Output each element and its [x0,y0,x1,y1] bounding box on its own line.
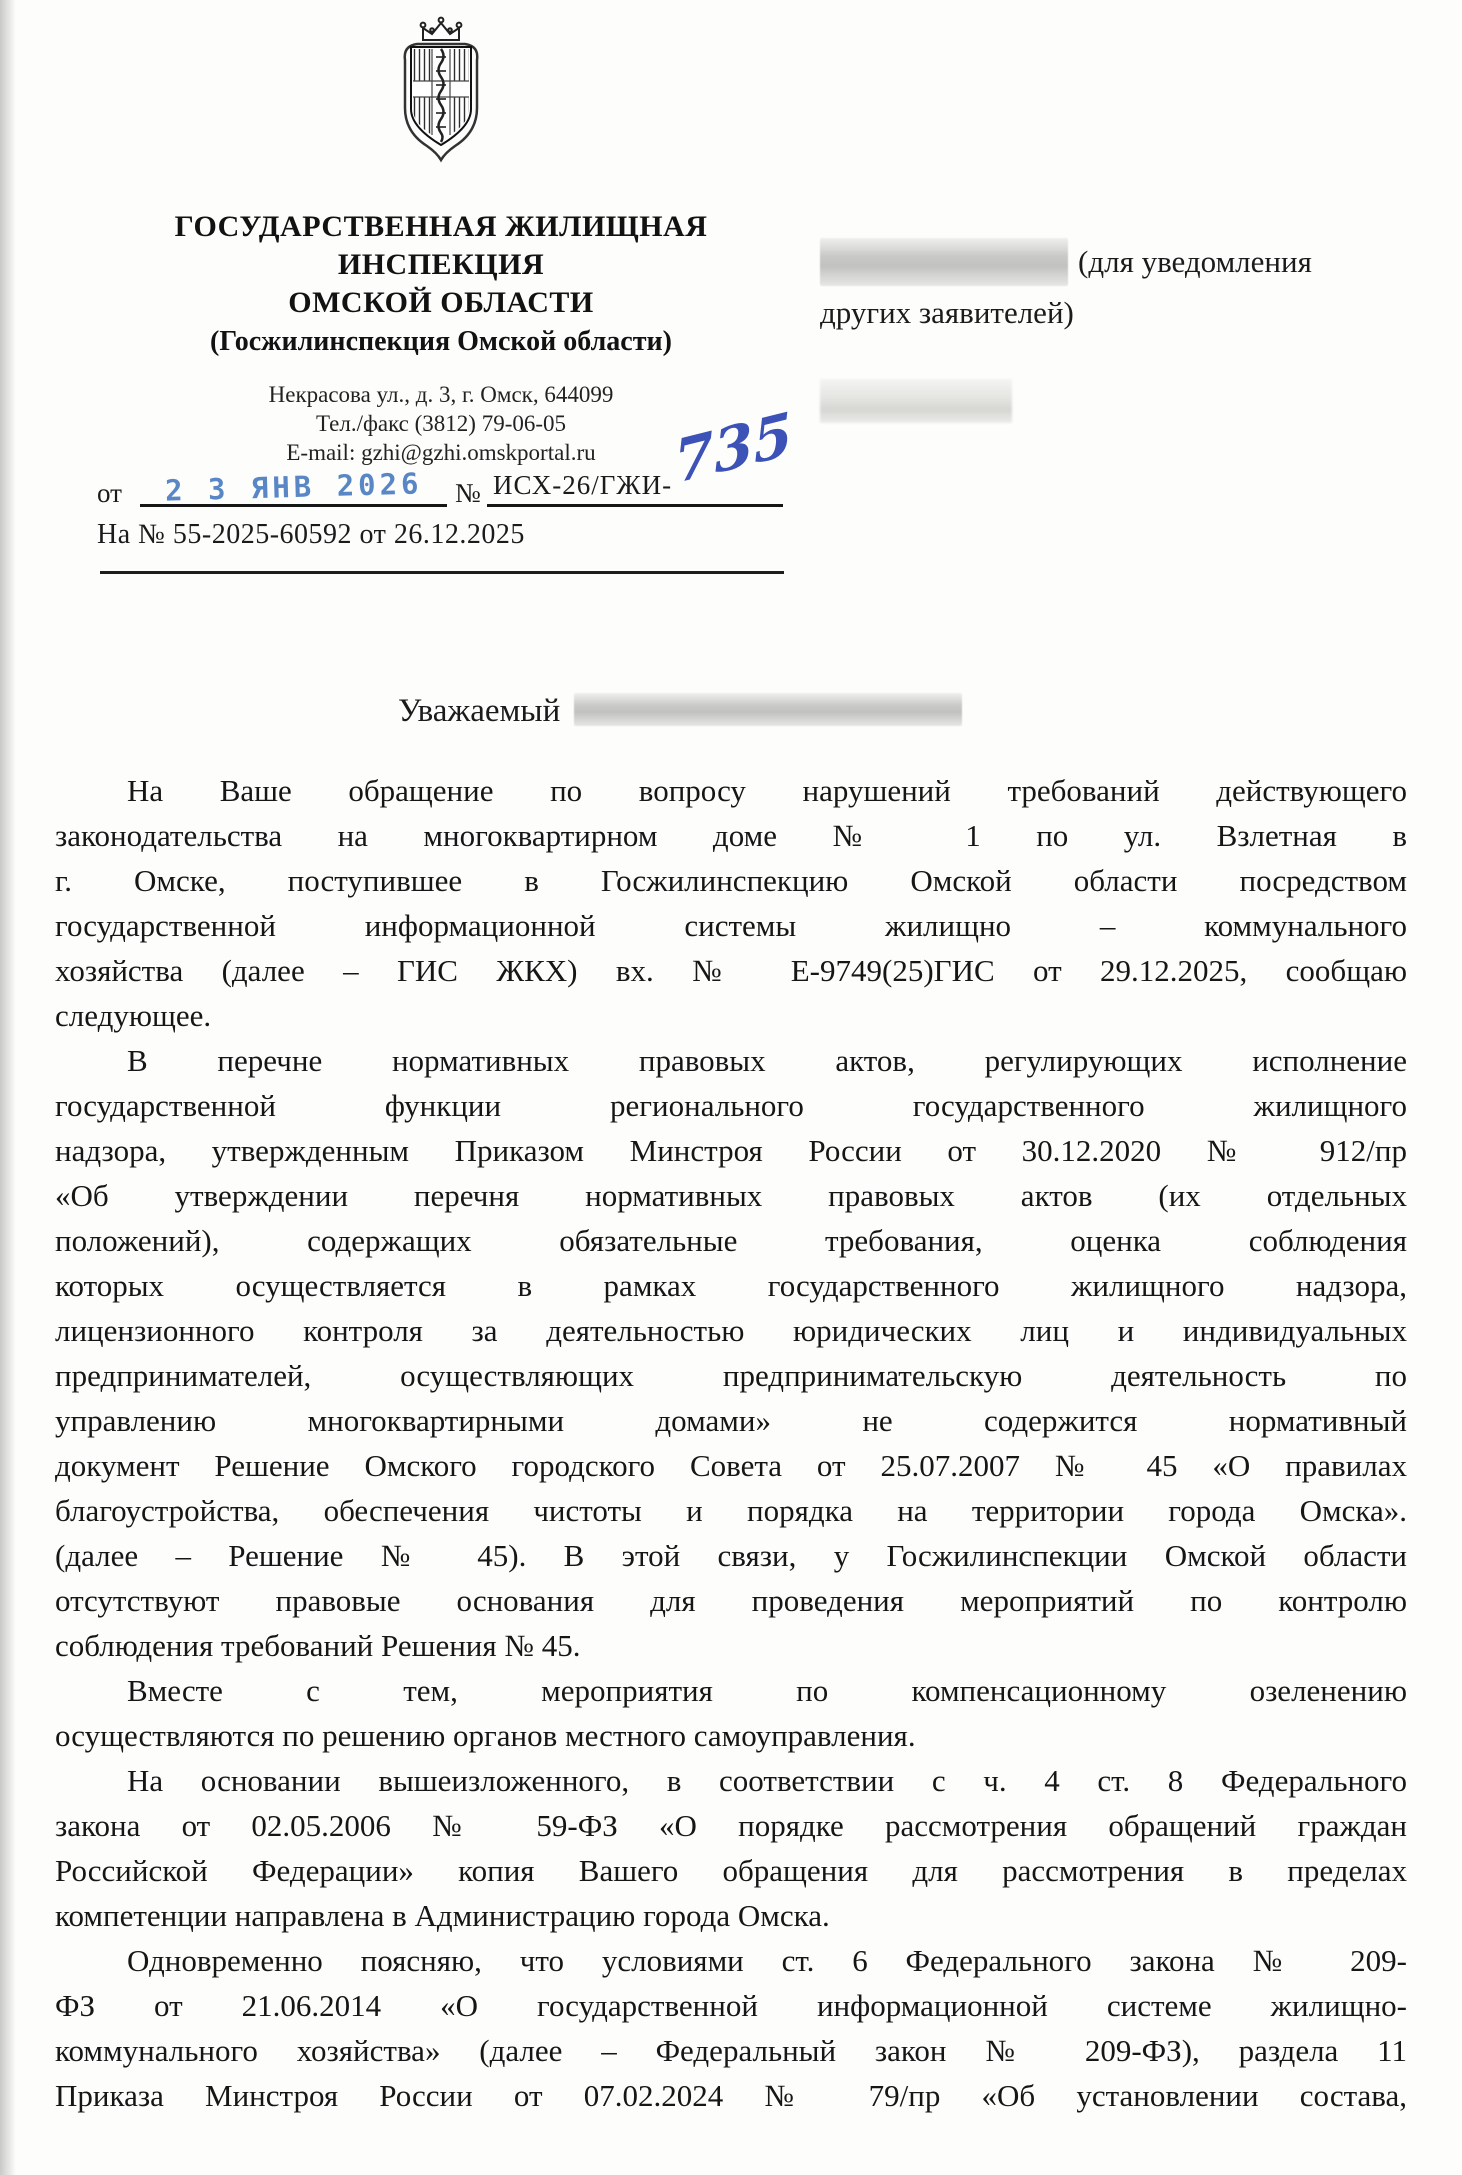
org-name-line-3: ОМСКОЙ ОБЛАСТИ [288,286,594,319]
outgoing-number: ИСХ-26/ГЖИ- [493,470,673,500]
date-underline [140,466,447,508]
body-line: осуществляются по решению органов местного самоуправления. [55,1718,916,1753]
body-line: Одновременно поясняю, что условиями ст. 6 Федерального закона № 209- [127,1943,1407,1978]
body-paragraph [55,1038,1407,1668]
address-line: Некрасова ул., д. 3, г. Омск, 644099 [268,382,614,407]
email-line: E-mail: gzhi@gzhi.omskportal.ru [286,440,596,465]
letterhead [95,6,795,574]
body-line: хозяйства (далее – ГИС ЖКХ) вх. № Е-9749(25)ГИС от 29.12.2025, сообщаю [55,953,1407,988]
salutation-row [398,688,962,730]
body-line: На Ваше обращение по вопросу нарушений требований действующего [127,773,1407,808]
body-paragraph [55,1938,1407,2118]
body-line: В перечне нормативных правовых актов, регулирующих исполнение [127,1043,1407,1078]
body-line: государственной функции регионального государственного жилищного [55,1088,1407,1123]
body-line: законодательства на многоквартирном доме № 1 по ул. Взлетная в [55,818,1407,853]
body-paragraph [55,768,1407,1038]
addressee-note-line-2: других заявителей) [820,295,1074,330]
incoming-reference-line: На № 55-2025-60592 от 26.12.2025 [97,519,525,550]
addressee-address-redaction-bar [820,379,1012,423]
body-line: г. Омске, поступившее в Госжилинспекцию Омской области посредством [55,863,1407,898]
body-line: следующее. [55,998,212,1033]
body-line: благоустройства, обеспечения чистоты и порядка на территории города Омска». [55,1493,1407,1528]
body-line: На основании вышеизложенного, в соответствии с ч. 4 ст. 8 Федерального [127,1763,1407,1798]
body-paragraph [55,1758,1407,1938]
date-label: от [97,478,122,508]
letterhead-divider [100,571,784,574]
phone-line: Тел./факс (3812) 79-06-05 [315,411,567,436]
salutation-name-redaction-bar [574,693,962,726]
body-line: соблюдения требований Решения № 45. [55,1628,581,1663]
letter-body [55,768,1407,2118]
body-line: управлению многоквартирными домами» не содержится нормативный [55,1403,1407,1438]
body-line: отсутствуют правовые основания для проведения мероприятий по контролю [55,1583,1407,1618]
body-line: Вместе с тем, мероприятия по компенсационному озеленению [127,1673,1407,1708]
addressee-block [820,238,1420,423]
addressee-name-redaction-bar [820,238,1068,286]
body-line: коммунального хозяйства» (далее – Федеральный закон № 209-ФЗ), раздела 11 [55,2033,1407,2068]
body-line: предпринимателей, осуществляющих предпринимательскую деятельность по [55,1358,1407,1393]
salutation-text: Уважаемый [398,693,561,729]
handwritten-number: 735 [672,398,795,498]
body-line: компетенции направлена в Администрацию города Омска. [55,1898,830,1933]
date-stamp: 2 3 ЯНВ 2026 [164,466,423,508]
omsk-oblast-coat-of-arms-icon [387,16,495,164]
body-line: положений), содержащих обязательные требования, оценка соблюдения [55,1223,1407,1258]
body-line: которых осуществляется в рамках государственного жилищного надзора, [55,1268,1407,1303]
body-line: закона от 02.05.2006 № 59-ФЗ «О порядке рассмотрения обращений граждан [55,1808,1407,1843]
body-line: ФЗ от 21.06.2014 «О государственной информационной системе жилищно- [55,1988,1407,2023]
body-line: (далее – Решение № 45). В этой связи, у Госжилинспекции Омской области [55,1538,1407,1573]
org-name-line-2: ИНСПЕКЦИЯ [337,248,545,281]
org-short-name: (Госжилинспекция Омской области) [210,326,672,357]
body-line: Российской Федерации» копия Вашего обращения для рассмотрения в пределах [55,1853,1407,1888]
body-line: надзора, утвержденным Приказом Минстроя России от 30.12.2020 № 912/пр [55,1133,1407,1168]
body-line: государственной информационной системы жилищно – коммунального [55,908,1407,943]
body-line: документ Решение Омского городского Совета от 25.07.2007 № 45 «О правилах [55,1448,1407,1483]
addressee-note-line-1: (для уведомления [1078,244,1312,279]
number-label: № [455,478,481,508]
body-paragraph [55,1668,1407,1758]
scan-edge-shadow [0,0,16,2175]
org-name-line-1: ГОСУДАРСТВЕННАЯ ЖИЛИЩНАЯ [174,210,708,243]
body-line: «Об утверждении перечня нормативных правовых актов (их отдельных [55,1178,1407,1213]
body-line: лицензионного контроля за деятельностью юридических лиц и индивидуальных [55,1313,1407,1348]
body-line: Приказа Минстроя России от 07.02.2024 № 79/пр «Об установлении состава, [55,2078,1407,2113]
